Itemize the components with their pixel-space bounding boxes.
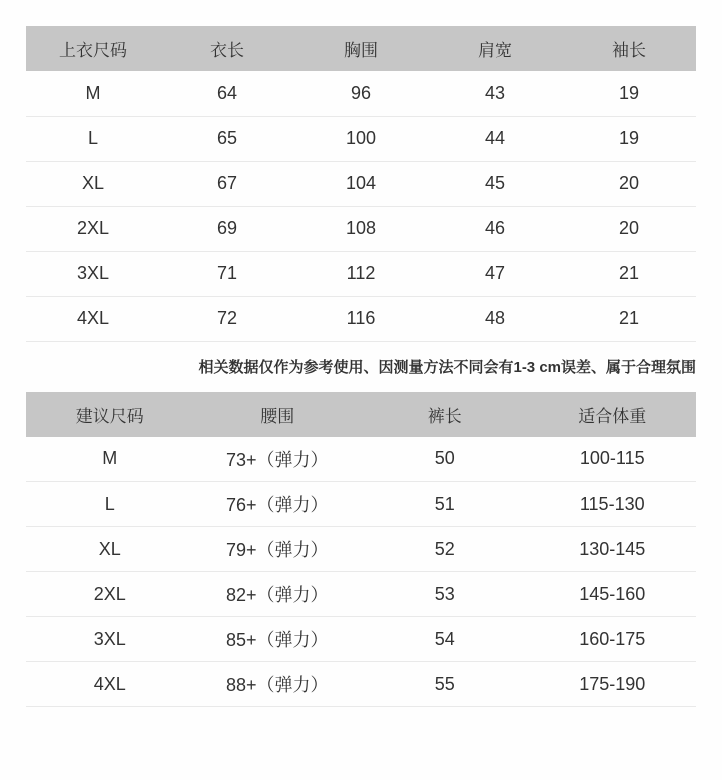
table-cell-size: L — [26, 482, 194, 527]
table-cell: 65 — [160, 116, 294, 161]
table-cell: 50 — [361, 437, 529, 482]
table-cell: 100-115 — [529, 437, 697, 482]
table-cell: 55 — [361, 662, 529, 707]
table-row — [26, 71, 696, 116]
table-cell: 88+（弹力） — [194, 662, 362, 707]
top-size-table — [26, 26, 696, 342]
table-cell: 46 — [428, 206, 562, 251]
table-cell: 175-190 — [529, 662, 697, 707]
column-header-chest: 胸围 — [294, 26, 428, 71]
table-cell-size: 3XL — [26, 617, 194, 662]
table-cell: 96 — [294, 71, 428, 116]
table-cell-size: M — [26, 71, 160, 116]
table-cell: 64 — [160, 71, 294, 116]
table-cell-size: 3XL — [26, 251, 160, 296]
table-cell: 44 — [428, 116, 562, 161]
table-cell: 19 — [562, 71, 696, 116]
table-cell: 115-130 — [529, 482, 697, 527]
table-cell: 112 — [294, 251, 428, 296]
disclaimer-note: 相关数据仅作为参考使用、因测量方法不同会有1-3 cm误差、属于合理氛围 — [198, 358, 696, 376]
column-header-shoulder: 肩宽 — [428, 26, 562, 71]
table-cell-size: XL — [26, 161, 160, 206]
table-cell: 20 — [562, 206, 696, 251]
table-cell: 21 — [562, 251, 696, 296]
table-cell: 145-160 — [529, 572, 697, 617]
table-row — [26, 572, 696, 617]
table-cell: 48 — [428, 296, 562, 341]
table-cell: 73+（弹力） — [194, 437, 362, 482]
table-cell: 82+（弹力） — [194, 572, 362, 617]
table-row — [26, 251, 696, 296]
table-row — [26, 527, 696, 572]
column-header-suitable-weight: 适合体重 — [529, 392, 697, 437]
table-row — [26, 206, 696, 251]
table-cell-size: 2XL — [26, 206, 160, 251]
column-header-garment-length: 衣长 — [160, 26, 294, 71]
table-cell: 52 — [361, 527, 529, 572]
table-row — [26, 296, 696, 341]
table-row — [26, 662, 696, 707]
table-cell-size: 4XL — [26, 662, 194, 707]
table-cell: 85+（弹力） — [194, 617, 362, 662]
table-cell: 76+（弹力） — [194, 482, 362, 527]
bottom-size-table — [26, 392, 696, 708]
table-cell: 130-145 — [529, 527, 697, 572]
table-cell-size: 4XL — [26, 296, 160, 341]
table-cell: 71 — [160, 251, 294, 296]
table-cell: 67 — [160, 161, 294, 206]
table-cell: 160-175 — [529, 617, 697, 662]
table-row — [26, 437, 696, 482]
table-cell: 79+（弹力） — [194, 527, 362, 572]
table-cell: 100 — [294, 116, 428, 161]
table-cell: 43 — [428, 71, 562, 116]
table-cell: 104 — [294, 161, 428, 206]
table-cell: 20 — [562, 161, 696, 206]
table-cell-size: M — [26, 437, 194, 482]
table-cell: 108 — [294, 206, 428, 251]
column-header-pant-length: 裤长 — [361, 392, 529, 437]
table-cell: 69 — [160, 206, 294, 251]
table-row — [26, 116, 696, 161]
table-cell-size: 2XL — [26, 572, 194, 617]
table-row — [26, 617, 696, 662]
table-cell: 116 — [294, 296, 428, 341]
table-cell: 54 — [361, 617, 529, 662]
column-header-sleeve: 袖长 — [562, 26, 696, 71]
top-table-header-row — [26, 26, 696, 71]
table-cell: 51 — [361, 482, 529, 527]
table-cell: 45 — [428, 161, 562, 206]
bottom-table-header-row — [26, 392, 696, 437]
table-row — [26, 482, 696, 527]
table-cell: 72 — [160, 296, 294, 341]
table-cell-size: L — [26, 116, 160, 161]
table-cell: 53 — [361, 572, 529, 617]
column-header-top-size: 上衣尺码 — [26, 26, 160, 71]
table-cell: 47 — [428, 251, 562, 296]
table-cell: 21 — [562, 296, 696, 341]
table-cell-size: XL — [26, 527, 194, 572]
column-header-suggested-size: 建议尺码 — [26, 392, 194, 437]
table-cell: 19 — [562, 116, 696, 161]
table-row — [26, 161, 696, 206]
column-header-waist: 腰围 — [194, 392, 362, 437]
